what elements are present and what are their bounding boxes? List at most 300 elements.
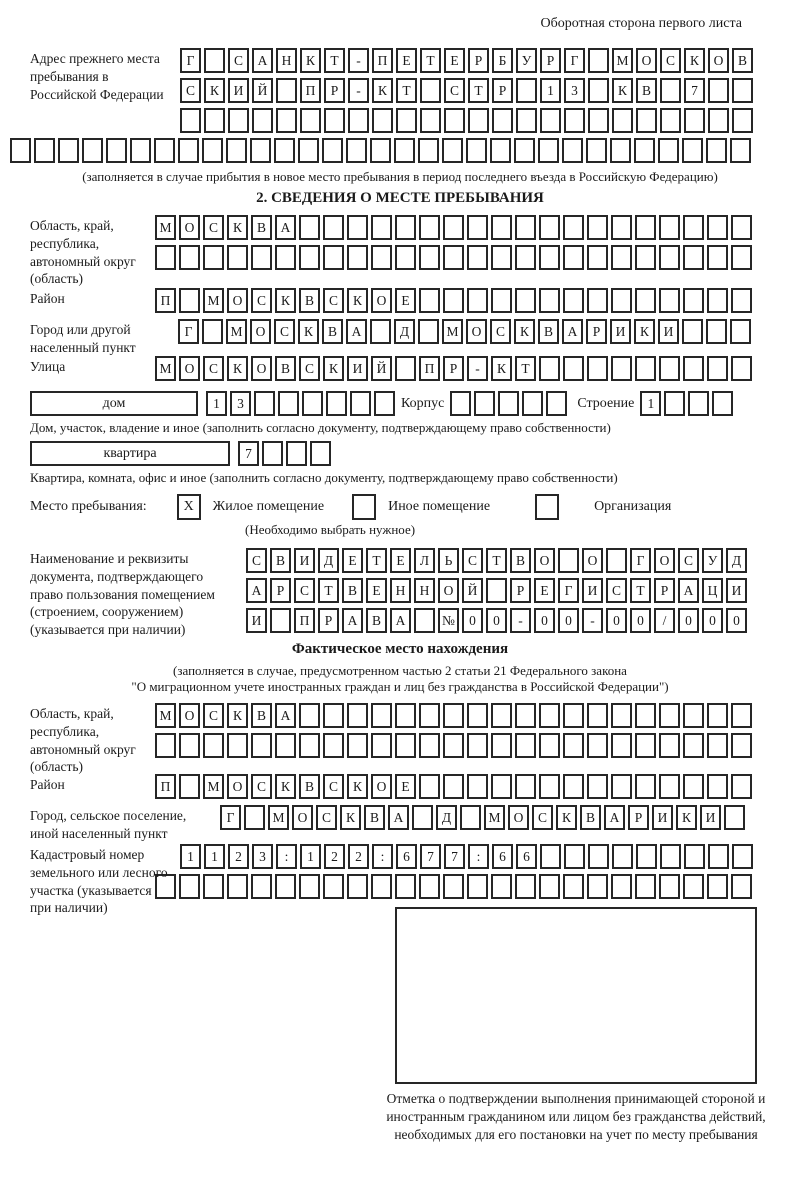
char-cell[interactable] bbox=[664, 391, 685, 416]
char-cell[interactable]: К bbox=[372, 78, 393, 103]
char-cell[interactable]: 3 bbox=[230, 391, 251, 416]
char-cell[interactable] bbox=[707, 215, 728, 240]
char-cell[interactable] bbox=[419, 874, 440, 899]
char-cell[interactable] bbox=[412, 805, 433, 830]
char-cell[interactable] bbox=[514, 138, 535, 163]
char-cell[interactable]: Д bbox=[394, 319, 415, 344]
char-cell[interactable]: А bbox=[342, 608, 363, 633]
char-cell[interactable] bbox=[275, 733, 296, 758]
char-cell[interactable] bbox=[708, 844, 729, 869]
char-cell[interactable] bbox=[587, 288, 608, 313]
char-cell[interactable]: К bbox=[323, 356, 344, 381]
char-cell[interactable]: С bbox=[323, 288, 344, 313]
char-cell[interactable]: С bbox=[180, 78, 201, 103]
char-cell[interactable]: М bbox=[226, 319, 247, 344]
char-cell[interactable] bbox=[443, 874, 464, 899]
char-cell[interactable]: Г bbox=[564, 48, 585, 73]
char-cell[interactable] bbox=[587, 874, 608, 899]
char-cell[interactable]: А bbox=[390, 608, 411, 633]
char-cell[interactable]: А bbox=[252, 48, 273, 73]
char-cell[interactable]: Ц bbox=[702, 578, 723, 603]
char-cell[interactable] bbox=[492, 108, 513, 133]
char-cell[interactable] bbox=[707, 356, 728, 381]
char-cell[interactable]: Г bbox=[180, 48, 201, 73]
char-cell[interactable] bbox=[179, 874, 200, 899]
char-cell[interactable] bbox=[635, 733, 656, 758]
char-cell[interactable] bbox=[539, 774, 560, 799]
char-cell[interactable] bbox=[155, 245, 176, 270]
char-cell[interactable] bbox=[371, 215, 392, 240]
char-cell[interactable] bbox=[586, 138, 607, 163]
char-cell[interactable] bbox=[515, 874, 536, 899]
char-cell[interactable] bbox=[724, 805, 745, 830]
char-cell[interactable] bbox=[323, 215, 344, 240]
char-cell[interactable]: Р bbox=[324, 78, 345, 103]
char-cell[interactable]: Е bbox=[444, 48, 465, 73]
char-cell[interactable] bbox=[250, 138, 271, 163]
char-cell[interactable]: О bbox=[654, 548, 675, 573]
char-cell[interactable] bbox=[611, 245, 632, 270]
char-cell[interactable] bbox=[298, 138, 319, 163]
char-cell[interactable]: О bbox=[466, 319, 487, 344]
char-cell[interactable] bbox=[612, 108, 633, 133]
char-cell[interactable] bbox=[659, 774, 680, 799]
char-cell[interactable] bbox=[227, 245, 248, 270]
char-cell[interactable] bbox=[636, 844, 657, 869]
char-cell[interactable] bbox=[538, 138, 559, 163]
char-cell[interactable] bbox=[635, 703, 656, 728]
char-cell[interactable] bbox=[635, 874, 656, 899]
char-cell[interactable]: Е bbox=[342, 548, 363, 573]
char-cell[interactable] bbox=[563, 774, 584, 799]
char-cell[interactable]: А bbox=[388, 805, 409, 830]
char-cell[interactable] bbox=[347, 874, 368, 899]
char-cell[interactable] bbox=[706, 319, 727, 344]
char-cell[interactable] bbox=[244, 805, 265, 830]
char-cell[interactable]: В bbox=[510, 548, 531, 573]
char-cell[interactable] bbox=[275, 245, 296, 270]
char-cell[interactable]: М bbox=[203, 288, 224, 313]
char-cell[interactable] bbox=[731, 215, 752, 240]
char-cell[interactable]: С bbox=[228, 48, 249, 73]
char-cell[interactable] bbox=[395, 245, 416, 270]
char-cell[interactable] bbox=[323, 245, 344, 270]
char-cell[interactable] bbox=[564, 844, 585, 869]
char-cell[interactable]: В bbox=[270, 548, 291, 573]
char-cell[interactable]: / bbox=[654, 608, 675, 633]
char-cell[interactable] bbox=[371, 733, 392, 758]
char-cell[interactable] bbox=[418, 319, 439, 344]
char-cell[interactable] bbox=[347, 245, 368, 270]
char-cell[interactable]: Ь bbox=[438, 548, 459, 573]
char-cell[interactable] bbox=[227, 733, 248, 758]
char-cell[interactable]: 6 bbox=[396, 844, 417, 869]
char-cell[interactable] bbox=[731, 874, 752, 899]
char-cell[interactable] bbox=[179, 774, 200, 799]
char-cell[interactable] bbox=[443, 733, 464, 758]
char-cell[interactable]: Е bbox=[534, 578, 555, 603]
char-cell[interactable]: О bbox=[708, 48, 729, 73]
char-cell[interactable]: 2 bbox=[324, 844, 345, 869]
char-cell[interactable] bbox=[558, 548, 579, 573]
char-cell[interactable]: 7 bbox=[684, 78, 705, 103]
char-cell[interactable] bbox=[350, 391, 371, 416]
char-cell[interactable] bbox=[515, 733, 536, 758]
char-cell[interactable]: С bbox=[323, 774, 344, 799]
char-cell[interactable]: А bbox=[678, 578, 699, 603]
char-cell[interactable] bbox=[251, 245, 272, 270]
char-cell[interactable] bbox=[610, 138, 631, 163]
char-cell[interactable] bbox=[682, 138, 703, 163]
char-cell[interactable] bbox=[707, 245, 728, 270]
char-cell[interactable]: Г bbox=[178, 319, 199, 344]
char-cell[interactable] bbox=[708, 78, 729, 103]
char-cell[interactable]: В bbox=[322, 319, 343, 344]
char-cell[interactable] bbox=[611, 733, 632, 758]
char-cell[interactable]: 3 bbox=[564, 78, 585, 103]
char-cell[interactable]: 1 bbox=[300, 844, 321, 869]
char-cell[interactable] bbox=[634, 138, 655, 163]
char-cell[interactable] bbox=[635, 215, 656, 240]
char-cell[interactable]: И bbox=[347, 356, 368, 381]
char-cell[interactable] bbox=[688, 391, 709, 416]
char-cell[interactable] bbox=[442, 138, 463, 163]
char-cell[interactable] bbox=[299, 245, 320, 270]
char-cell[interactable] bbox=[154, 138, 175, 163]
char-cell[interactable] bbox=[588, 78, 609, 103]
char-cell[interactable]: В bbox=[251, 703, 272, 728]
char-cell[interactable]: О bbox=[250, 319, 271, 344]
char-cell[interactable]: В bbox=[299, 288, 320, 313]
char-cell[interactable]: С bbox=[203, 356, 224, 381]
char-cell[interactable]: М bbox=[155, 215, 176, 240]
char-cell[interactable]: - bbox=[348, 78, 369, 103]
char-cell[interactable] bbox=[371, 245, 392, 270]
char-cell[interactable] bbox=[635, 774, 656, 799]
char-cell[interactable]: И bbox=[582, 578, 603, 603]
char-cell[interactable] bbox=[468, 108, 489, 133]
char-cell[interactable] bbox=[460, 805, 481, 830]
char-cell[interactable] bbox=[498, 391, 519, 416]
char-cell[interactable] bbox=[443, 215, 464, 240]
char-cell[interactable] bbox=[467, 874, 488, 899]
char-cell[interactable]: К bbox=[227, 215, 248, 240]
char-cell[interactable]: К bbox=[491, 356, 512, 381]
char-cell[interactable]: К bbox=[340, 805, 361, 830]
char-cell[interactable] bbox=[467, 774, 488, 799]
char-cell[interactable] bbox=[179, 288, 200, 313]
char-cell[interactable] bbox=[539, 874, 560, 899]
char-cell[interactable]: К bbox=[347, 288, 368, 313]
char-cell[interactable]: : bbox=[372, 844, 393, 869]
char-cell[interactable]: М bbox=[268, 805, 289, 830]
char-cell[interactable]: В bbox=[366, 608, 387, 633]
char-cell[interactable]: Т bbox=[366, 548, 387, 573]
char-cell[interactable] bbox=[491, 703, 512, 728]
char-cell[interactable]: Т bbox=[515, 356, 536, 381]
char-cell[interactable] bbox=[299, 733, 320, 758]
char-cell[interactable] bbox=[299, 215, 320, 240]
char-cell[interactable]: 6 bbox=[492, 844, 513, 869]
char-cell[interactable]: К bbox=[347, 774, 368, 799]
char-cell[interactable] bbox=[562, 138, 583, 163]
char-cell[interactable] bbox=[707, 288, 728, 313]
char-cell[interactable]: К bbox=[275, 288, 296, 313]
char-cell[interactable] bbox=[178, 138, 199, 163]
char-cell[interactable]: Р bbox=[468, 48, 489, 73]
char-cell[interactable]: Д bbox=[726, 548, 747, 573]
char-cell[interactable]: № bbox=[438, 608, 459, 633]
char-cell[interactable]: И bbox=[700, 805, 721, 830]
char-cell[interactable] bbox=[563, 874, 584, 899]
char-cell[interactable]: Т bbox=[630, 578, 651, 603]
char-cell[interactable] bbox=[414, 608, 435, 633]
char-cell[interactable]: 0 bbox=[486, 608, 507, 633]
char-cell[interactable] bbox=[106, 138, 127, 163]
char-cell[interactable] bbox=[587, 703, 608, 728]
char-cell[interactable]: О bbox=[371, 774, 392, 799]
char-cell[interactable] bbox=[155, 733, 176, 758]
char-cell[interactable]: М bbox=[442, 319, 463, 344]
char-cell[interactable] bbox=[660, 108, 681, 133]
char-cell[interactable] bbox=[228, 108, 249, 133]
char-cell[interactable] bbox=[395, 215, 416, 240]
char-cell[interactable] bbox=[730, 138, 751, 163]
char-cell[interactable]: К bbox=[227, 703, 248, 728]
char-cell[interactable] bbox=[611, 288, 632, 313]
char-cell[interactable]: О bbox=[508, 805, 529, 830]
char-cell[interactable]: И bbox=[294, 548, 315, 573]
char-cell[interactable]: В bbox=[538, 319, 559, 344]
char-cell[interactable] bbox=[731, 703, 752, 728]
char-cell[interactable]: С bbox=[246, 548, 267, 573]
char-cell[interactable] bbox=[563, 245, 584, 270]
char-cell[interactable]: О bbox=[179, 215, 200, 240]
char-cell[interactable] bbox=[563, 703, 584, 728]
char-cell[interactable] bbox=[286, 441, 307, 466]
char-cell[interactable]: 0 bbox=[558, 608, 579, 633]
char-cell[interactable] bbox=[82, 138, 103, 163]
char-cell[interactable]: С bbox=[274, 319, 295, 344]
char-cell[interactable] bbox=[395, 733, 416, 758]
char-cell[interactable]: 6 bbox=[516, 844, 537, 869]
char-cell[interactable]: Н bbox=[276, 48, 297, 73]
char-cell[interactable]: Е bbox=[395, 288, 416, 313]
char-cell[interactable] bbox=[564, 108, 585, 133]
char-cell[interactable] bbox=[310, 441, 331, 466]
char-cell[interactable] bbox=[684, 844, 705, 869]
char-cell[interactable] bbox=[179, 245, 200, 270]
char-cell[interactable]: О bbox=[534, 548, 555, 573]
char-cell[interactable]: П bbox=[419, 356, 440, 381]
char-cell[interactable] bbox=[130, 138, 151, 163]
char-cell[interactable]: В bbox=[580, 805, 601, 830]
char-cell[interactable] bbox=[323, 703, 344, 728]
char-cell[interactable] bbox=[588, 48, 609, 73]
char-cell[interactable] bbox=[732, 78, 753, 103]
char-cell[interactable]: О bbox=[636, 48, 657, 73]
char-cell[interactable]: О bbox=[179, 356, 200, 381]
char-cell[interactable] bbox=[516, 108, 537, 133]
char-cell[interactable]: С bbox=[660, 48, 681, 73]
char-cell[interactable]: С bbox=[532, 805, 553, 830]
char-cell[interactable]: К bbox=[514, 319, 535, 344]
char-cell[interactable] bbox=[395, 703, 416, 728]
char-cell[interactable]: С bbox=[462, 548, 483, 573]
char-cell[interactable] bbox=[419, 215, 440, 240]
char-cell[interactable]: О bbox=[292, 805, 313, 830]
char-cell[interactable]: Р bbox=[586, 319, 607, 344]
char-cell[interactable] bbox=[612, 844, 633, 869]
char-cell[interactable]: С bbox=[251, 288, 272, 313]
char-cell[interactable] bbox=[226, 138, 247, 163]
char-cell[interactable]: И bbox=[246, 608, 267, 633]
char-cell[interactable]: : bbox=[276, 844, 297, 869]
char-cell[interactable] bbox=[443, 245, 464, 270]
char-cell[interactable]: И bbox=[658, 319, 679, 344]
char-cell[interactable] bbox=[635, 288, 656, 313]
char-cell[interactable] bbox=[474, 391, 495, 416]
char-cell[interactable] bbox=[546, 391, 567, 416]
char-cell[interactable]: Т bbox=[396, 78, 417, 103]
char-cell[interactable]: - bbox=[348, 48, 369, 73]
char-cell[interactable]: К bbox=[684, 48, 705, 73]
char-cell[interactable]: П bbox=[155, 774, 176, 799]
char-cell[interactable] bbox=[707, 774, 728, 799]
char-cell[interactable]: Р bbox=[318, 608, 339, 633]
char-cell[interactable] bbox=[515, 774, 536, 799]
stay-type-checkbox-other-premises[interactable] bbox=[352, 494, 376, 520]
char-cell[interactable]: Д bbox=[318, 548, 339, 573]
char-cell[interactable] bbox=[730, 319, 751, 344]
char-cell[interactable]: М bbox=[484, 805, 505, 830]
char-cell[interactable]: 0 bbox=[678, 608, 699, 633]
char-cell[interactable]: У bbox=[702, 548, 723, 573]
char-cell[interactable] bbox=[347, 215, 368, 240]
char-cell[interactable]: Г bbox=[558, 578, 579, 603]
char-cell[interactable]: - bbox=[467, 356, 488, 381]
char-cell[interactable] bbox=[611, 703, 632, 728]
char-cell[interactable] bbox=[322, 138, 343, 163]
char-cell[interactable]: 7 bbox=[238, 441, 259, 466]
char-cell[interactable] bbox=[635, 245, 656, 270]
char-cell[interactable] bbox=[588, 108, 609, 133]
char-cell[interactable] bbox=[323, 874, 344, 899]
char-cell[interactable]: 0 bbox=[606, 608, 627, 633]
char-cell[interactable] bbox=[347, 733, 368, 758]
char-cell[interactable] bbox=[539, 215, 560, 240]
char-cell[interactable] bbox=[276, 78, 297, 103]
char-cell[interactable] bbox=[659, 874, 680, 899]
char-cell[interactable] bbox=[467, 215, 488, 240]
char-cell[interactable] bbox=[300, 108, 321, 133]
char-cell[interactable] bbox=[202, 138, 223, 163]
char-cell[interactable]: О bbox=[227, 288, 248, 313]
char-cell[interactable]: С bbox=[203, 703, 224, 728]
char-cell[interactable] bbox=[419, 733, 440, 758]
char-cell[interactable] bbox=[491, 288, 512, 313]
char-cell[interactable] bbox=[252, 108, 273, 133]
char-cell[interactable]: К bbox=[556, 805, 577, 830]
char-cell[interactable]: П bbox=[372, 48, 393, 73]
char-cell[interactable]: С bbox=[203, 215, 224, 240]
char-cell[interactable]: К bbox=[634, 319, 655, 344]
char-cell[interactable]: 3 bbox=[252, 844, 273, 869]
char-cell[interactable]: О bbox=[179, 703, 200, 728]
char-cell[interactable] bbox=[58, 138, 79, 163]
char-cell[interactable] bbox=[707, 703, 728, 728]
char-cell[interactable] bbox=[606, 548, 627, 573]
char-cell[interactable] bbox=[731, 774, 752, 799]
char-cell[interactable]: Р bbox=[510, 578, 531, 603]
char-cell[interactable]: Т bbox=[324, 48, 345, 73]
char-cell[interactable] bbox=[179, 733, 200, 758]
char-cell[interactable]: 1 bbox=[540, 78, 561, 103]
char-cell[interactable] bbox=[346, 138, 367, 163]
char-cell[interactable]: 7 bbox=[444, 844, 465, 869]
char-cell[interactable]: В bbox=[636, 78, 657, 103]
char-cell[interactable]: 0 bbox=[726, 608, 747, 633]
char-cell[interactable] bbox=[491, 245, 512, 270]
char-cell[interactable]: В bbox=[364, 805, 385, 830]
char-cell[interactable] bbox=[374, 391, 395, 416]
char-cell[interactable]: : bbox=[468, 844, 489, 869]
char-cell[interactable] bbox=[587, 245, 608, 270]
char-cell[interactable]: С bbox=[606, 578, 627, 603]
char-cell[interactable]: С bbox=[299, 356, 320, 381]
char-cell[interactable]: Г bbox=[630, 548, 651, 573]
char-cell[interactable] bbox=[611, 774, 632, 799]
char-cell[interactable] bbox=[683, 288, 704, 313]
char-cell[interactable]: В bbox=[732, 48, 753, 73]
char-cell[interactable]: Р bbox=[492, 78, 513, 103]
char-cell[interactable] bbox=[491, 733, 512, 758]
char-cell[interactable]: К bbox=[227, 356, 248, 381]
char-cell[interactable] bbox=[444, 108, 465, 133]
char-cell[interactable] bbox=[515, 215, 536, 240]
char-cell[interactable] bbox=[251, 733, 272, 758]
char-cell[interactable]: Е bbox=[396, 48, 417, 73]
char-cell[interactable] bbox=[563, 733, 584, 758]
char-cell[interactable]: С bbox=[444, 78, 465, 103]
char-cell[interactable] bbox=[516, 78, 537, 103]
char-cell[interactable]: Й bbox=[252, 78, 273, 103]
char-cell[interactable] bbox=[418, 138, 439, 163]
char-cell[interactable]: 0 bbox=[462, 608, 483, 633]
char-cell[interactable] bbox=[540, 108, 561, 133]
char-cell[interactable]: Б bbox=[492, 48, 513, 73]
char-cell[interactable] bbox=[683, 874, 704, 899]
char-cell[interactable]: 0 bbox=[702, 608, 723, 633]
char-cell[interactable] bbox=[443, 288, 464, 313]
char-cell[interactable]: Р bbox=[270, 578, 291, 603]
char-cell[interactable]: А bbox=[275, 703, 296, 728]
char-cell[interactable] bbox=[203, 874, 224, 899]
char-cell[interactable]: П bbox=[294, 608, 315, 633]
char-cell[interactable] bbox=[370, 138, 391, 163]
char-cell[interactable]: И bbox=[652, 805, 673, 830]
char-cell[interactable]: О bbox=[227, 774, 248, 799]
char-cell[interactable] bbox=[539, 288, 560, 313]
char-cell[interactable] bbox=[563, 215, 584, 240]
char-cell[interactable] bbox=[372, 108, 393, 133]
char-cell[interactable]: О bbox=[371, 288, 392, 313]
char-cell[interactable]: А bbox=[246, 578, 267, 603]
char-cell[interactable]: В bbox=[251, 215, 272, 240]
char-cell[interactable] bbox=[539, 356, 560, 381]
char-cell[interactable]: А bbox=[346, 319, 367, 344]
char-cell[interactable]: Т bbox=[468, 78, 489, 103]
